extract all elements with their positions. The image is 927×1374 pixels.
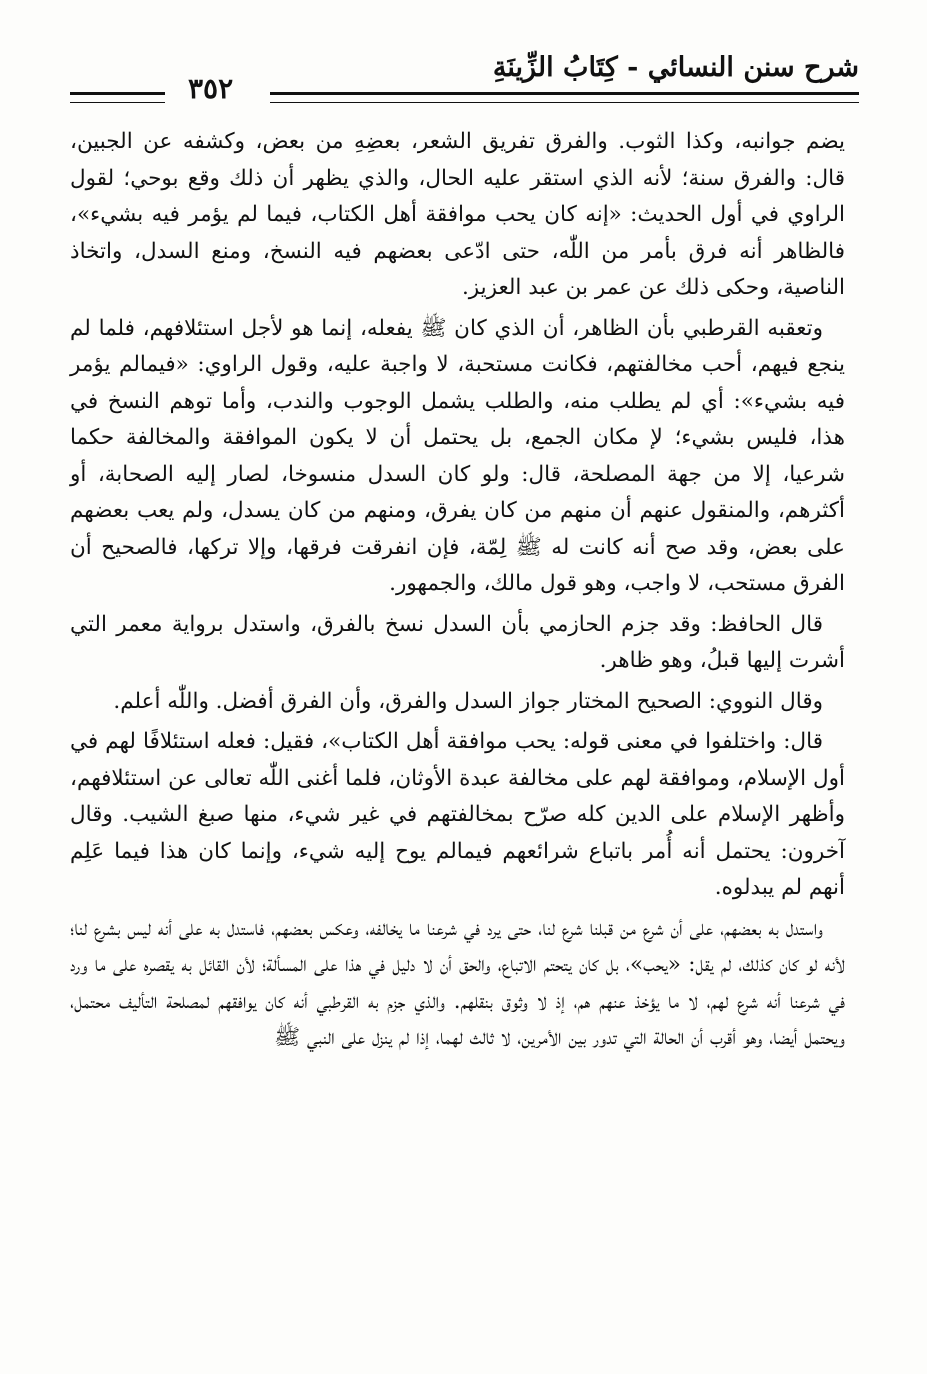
running-title: شرح سنن النسائي - كِتَابُ الزِّينَةِ [492,52,859,83]
header-rule-short [70,92,165,103]
body-text [70,124,845,1061]
page-header [70,52,859,104]
paragraph-6: واستدل به بعضهم، على أن شرع من قبلنا شرع لنا، حتى يرد في شرعنا ما يخالفه، وعكس بعضهم، فاستدل به على أنه ليس بشرع لنا؛ لأنه لو كان كذلك، لم يقل: «يحب»، بل كان يتحتم الاتباع، والحق أن لا دليل في هذا على المسألة؛ لأن القائل به يقصره على ما ورد في شرعنا أنه شرع لهم، لا ما يؤخذ عنهم هم، إذ لا وثوق بنقلهم. والذي جزم به القرطبي أنه كان يوافقهم لمصلحة التأليف محتمل، ويحتمل أيضا، وهو أقرب أن الحالة التي تدور بين الأمرين، لا ثالث لهما، إذا لم ينزل على النبي ﷺ [70,915,845,1050]
paragraph-4: وقال النووي: الصحيح المختار جواز السدل والفرق، وأن الفرق أفضل. واللّٰه أعلم. [113,688,823,714]
paragraph-3: قال الحافظ: وقد جزم الحازمي بأن السدل نسخ بالفرق، واستدل برواية معمر التي أشرت إليها قبلُ، وهو ظاهر. [70,611,845,673]
page-number: ٣٥٢ [188,72,234,105]
paragraph-2: وتعقبه القرطبي بأن الظاهر، أن الذي كان ﷺ يفعله، إنما هو لأجل استئلافهم، فلما لم ينجع فيهم، أحب مخالفتهم، فكانت مستحبة، لا واجبة عليه، وقول الراوي: «فيمالم يؤمر فيه بشيء»: أي لم يطلب منه، والطلب يشمل الوجوب والندب، وأما توهم النسخ في هذا، فليس بشيء؛ لإ مكان الجمع، بل يحتمل أن لا يكون الموافقة والمخالفة حكما شرعيا، إلا من جهة المصلحة، قال: ولو كان السدل منسوخا، لصار إليه الصحابة، أو أكثرهم، والمنقول عنهم أن منهم من كان يفرق، ومنهم من كان يسدل، ولم يعب بعضهم على بعض، وقد صح أنه كانت له ﷺ لِمّة، فإن انفرقت فرقها، وإلا تركها، فالصحيح أن الفرق مستحب، لا واجب، وهو قول مالك، والجمهور. [70,315,845,596]
header-rule [270,92,859,103]
paragraph-1: يضم جوانبه، وكذا الثوب. والفرق تفريق الشعر، بعضِهِ من بعض، وكشفه عن الجبين، قال: والفرق سنة؛ لأنه الذي استقر عليه الحال، والذي يظهر أن ذلك وقع بوحي؛ لقول الراوي في أول الحديث: «إنه كان يحب موافقة أهل الكتاب، فيما لم يؤمر فيه بشيء»، فالظاهر أنه فرق بأمر من اللّٰه، حتى ادّعى بعضهم فيه النسخ، ومنع السدل، واتخاذ الناصية، وحكى ذلك عن عمر بن عبد العزيز. [70,129,845,300]
paragraph-5: قال: واختلفوا في معنى قوله: يحب موافقة أهل الكتاب»، فقيل: فعله استئلافًا لهم في أول الإسلام، وموافقة لهم على مخالفة عبدة الأوثان، فلما أغنى اللّٰه تعالى عن استئلافهم، وأظهر الإسلام على الدين كله صرّح بمخالفتهم في غير شيء، منها صبغ الشيب. وقال آخرون: يحتمل أنه أُمر باتباع شرائعهم فيمالم يوح إليه شيء، وإنما كان هذا فيما عَلِم أنهم لم يبدلوه. [70,729,845,900]
